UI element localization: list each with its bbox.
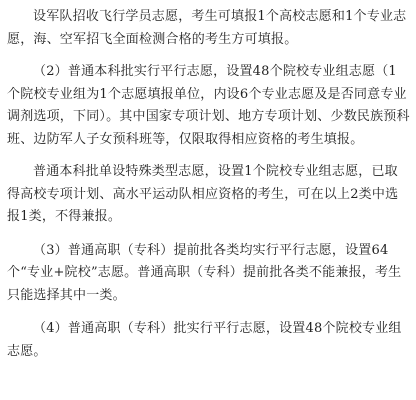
paragraph-vocational-early-batch: （3）普通高职（专科）提前批各类均实行平行志愿，设置64个“专业+院校”志愿。普通高职（专科）提前批各类不能兼报，考生只能选择其中一类。 <box>7 242 402 303</box>
paragraph-special-type: 普通本科批单设特殊类型志愿，设置1个院校专业组志愿，已取得高校专项计划、高水平运动队相应资格的考生，可在以上2类中选报1类，不得兼报。 <box>7 164 399 224</box>
paragraph-vocational-batch: （4）普通高职（专科）批实行平行志愿，设置48个院校专业组志愿。 <box>7 321 402 359</box>
paragraph-military-pilot: 设军队招收飞行学员志愿，考生可填报1个高校志愿和1个专业志愿，海、空军招飞全面检测合格的考生方可填报。 <box>7 9 407 47</box>
paragraph-undergraduate-batch: （2）普通本科批实行平行志愿，设置48个院校专业组志愿（1个院校专业组为1个志愿填报单位，内设6个专业志愿及是否同意专业调剂选项，下同）。其中国家专项计划、地方专项计划、少数民族预科班、边防军人子女预科班等，仅限取得相应资格的考生填报。 <box>7 64 410 147</box>
